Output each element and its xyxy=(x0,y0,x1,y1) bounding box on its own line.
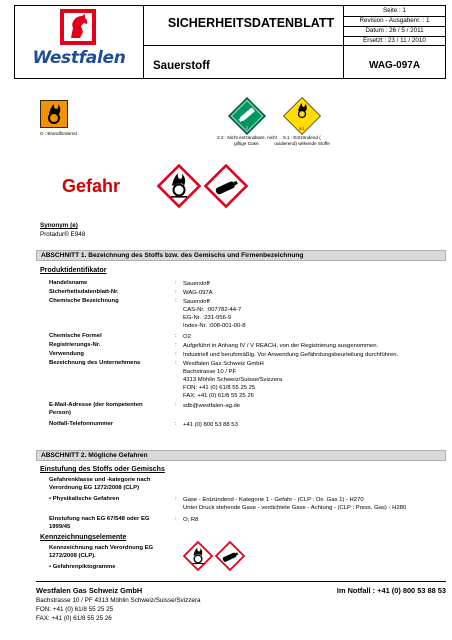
cas-number: CAS-Nr. :007782-44-7 xyxy=(183,307,242,313)
oxidizer-label-caption: 5.1 : Entzündend ( oxidierend) wirkende Stoffe xyxy=(274,135,330,146)
company-city: 4313 Möhlin Schweiz/Suisse/Svizzera xyxy=(183,377,283,383)
flame-over-circle-icon xyxy=(157,164,201,208)
svg-text:2: 2 xyxy=(245,125,249,130)
row-label: Bezeichnung des Unternehmens xyxy=(49,360,141,366)
flame-over-circle-icon xyxy=(183,541,213,571)
physical-hazards-value-2: Unter Druck stehende Gase - verdichtete Gase - Achtung - (CLP : Press. Gas) - H280 xyxy=(183,505,407,511)
company-street: Bachstrasse 10 / PF xyxy=(183,369,237,375)
synonym-value: Protadur® E948 xyxy=(40,231,86,238)
row-label: Person) xyxy=(49,410,71,416)
synonym-heading: Synonym (e) xyxy=(40,222,78,229)
gas-label-caption: 2.2 : Nicht entzündbare, nicht giftige Gase. xyxy=(217,135,277,146)
section-1-header: ABSCHNITT 1. Bezeichnung des Stoffs bzw. des Gemischs und Firmenbezeichnung xyxy=(36,250,446,261)
row-value: Aufgeführt in Anhang IV / V REACH, von der Registrierung ausgenommen. xyxy=(183,343,379,349)
footer-emergency: Im Notfall : +41 (0) 800 53 88 53 xyxy=(336,586,446,595)
oxidizing-orange-symbol xyxy=(40,100,68,128)
westfalen-horse-logo xyxy=(59,8,97,46)
eu-classification-value: O; R8 xyxy=(183,517,199,523)
page-number: Seite : 1 xyxy=(382,7,407,14)
row-label: Registrierungs-Nr. xyxy=(49,342,101,348)
physical-hazards-value-1: Gase - Entzündend - Kategorie 1 - Gefahr - (CLP : Ox. Gas 1) - H270 xyxy=(183,497,364,503)
issue-date: Datum : 26 / 5 / 2011 xyxy=(365,27,424,34)
labelling-heading: Kennzeichnungselemente xyxy=(40,534,127,541)
emergency-phone: +41 (0) 800 53 88 53 xyxy=(183,422,238,428)
replaces-date: Ersetzt : 23 / 11 / 2010 xyxy=(363,37,426,44)
gas-cylinder-icon xyxy=(204,164,248,208)
ec-number: EG-Nr. :231-956-9 xyxy=(183,315,232,321)
eu-classification-label: Einstufung nach EG 67/548 oder EG 1999/45 xyxy=(49,516,150,530)
row-value: Westfalen Gas Schweiz GmbH xyxy=(183,361,264,367)
section-2-header: ABSCHNITT 2. Mögliche Gefahren xyxy=(36,450,446,461)
email-link[interactable]: sdb@westfalen-ag.de xyxy=(183,403,241,409)
footer-phone: FON: +41 (0) 61/8 55 25 25 xyxy=(36,606,114,613)
row-label: E-Mail-Adresse (der kompetenten xyxy=(49,402,143,408)
physical-hazards-label: • Physikalische Gefahren xyxy=(49,496,120,502)
footer-fax: FAX: +41 (0) 61/8 55 25 26 xyxy=(36,615,112,622)
row-value: Industriell und berufsmäßig. Vor Anwendung Gefährdungsbeurteilung durchführen. xyxy=(183,352,399,358)
oxidizer-label xyxy=(283,97,321,135)
product-identifier-heading: Produktidentifikator xyxy=(40,267,107,274)
footer-divider xyxy=(36,581,446,582)
product-name: Sauerstoff xyxy=(153,60,210,72)
row-label: Notfall-Telefonnummer xyxy=(49,421,114,427)
document-title: SICHERHEITSDATENBLATT xyxy=(167,16,335,30)
gas-cylinder-icon xyxy=(215,541,245,571)
company-phone: FON: +41 (0) 61/8 55 25 25 xyxy=(183,385,256,391)
footer-address: Bachstrasse 10 / PF 4313 Möhlin Schweiz/Suisse/Svizzera xyxy=(36,597,201,604)
signal-word: Gefahr xyxy=(62,176,121,196)
document-header xyxy=(14,5,446,79)
row-value: Sauerstoff xyxy=(183,299,210,305)
row-label: Sicherheitsdatenblatt-Nr. xyxy=(49,289,119,295)
sds-code: WAG-097A xyxy=(368,60,421,71)
row-value: O2 xyxy=(183,334,191,340)
clp-marking-label: Kennzeichnung nach Verordnung EG 1272/2008 (CLP). xyxy=(49,545,154,559)
revision-number: Revision - Ausgabenr. : 1 xyxy=(359,17,430,24)
non-flammable-gas-label xyxy=(228,97,266,135)
index-number: Index-Nr. :008-001-00-8 xyxy=(183,323,246,329)
row-value: Sauerstoff xyxy=(183,281,210,287)
row-label: Chemische Formel xyxy=(49,333,102,339)
row-value: WAG-097A xyxy=(183,290,213,296)
row-label: Chemische Bezeichnung xyxy=(49,298,119,304)
logo-wordmark: Westfalen xyxy=(32,48,126,68)
class-category-label: Gefahrenklasse und -kategorie nach Verordnung EG 1272/2008 (CLP) xyxy=(49,477,151,491)
row-label: Handelsname xyxy=(49,280,88,286)
pictograms-label: • Gefahrenpiktogramme xyxy=(49,564,116,570)
classification-heading: Einstufung des Stoffs oder Gemischs xyxy=(40,466,165,473)
company-fax: FAX: +41 (0) 61/8 55 25 26 xyxy=(183,393,254,399)
oxidizing-caption: O : Brandfördernd xyxy=(40,131,77,136)
footer-company: Westfalen Gas Schweiz GmbH xyxy=(36,586,143,595)
row-label: Verwendung xyxy=(49,351,85,357)
svg-text:5.1: 5.1 xyxy=(299,126,305,131)
